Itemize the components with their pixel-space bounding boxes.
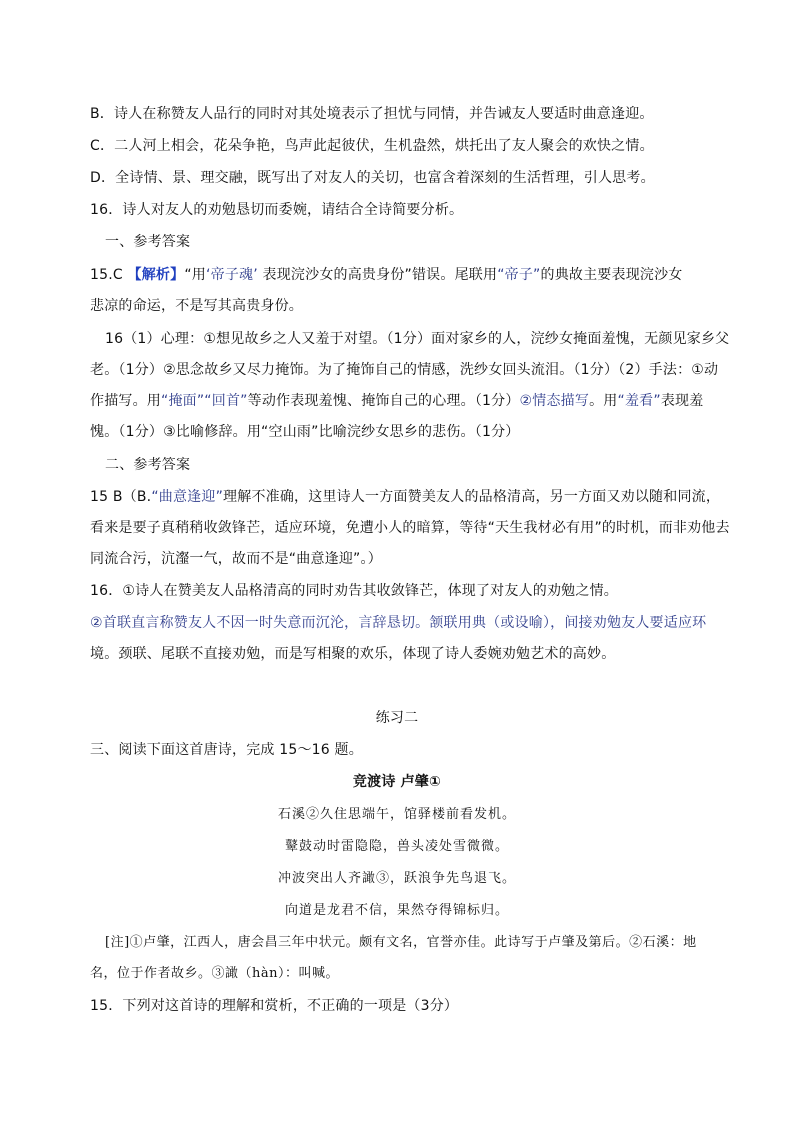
question-16: 16．诗人对友人的劝勉恳切而委婉，请结合全诗简要分析。	[90, 202, 464, 218]
answer-b16-line-3: 境。颈联、尾联不直接劝勉，而是写相聚的欢乐，体现了诗人委婉劝勉艺术的高妙。	[90, 646, 616, 662]
answer-b15-text-a: 15 B（B.	[90, 489, 152, 505]
practice-2-title: 练习二	[375, 710, 419, 726]
answer-16-line-1: 16（1）心理：①想见故乡之人又羞于对望。（1分）面对家乡的人，浣纱女掩面羞愧，无颜见家乡父	[105, 331, 730, 347]
answer-16-text-a: 作描写。用	[90, 393, 161, 409]
poem-line-3: 冲波突出人齐譀③，跃浪争先鸟退飞。	[277, 871, 516, 886]
question-15: 15．下列对这首诗的理解和赏析，不正确的一项是（3分）	[90, 998, 459, 1014]
answer-b15-line-3: 同流合污，沆瀣一气，故而不是“曲意逢迎”。）	[90, 551, 382, 567]
answer-16-line-4: 愧。（1分）③比喻修辞。用“空山雨”比喻浣纱女思乡的悲伤。（1分）	[90, 424, 520, 440]
answer-15-line-1	[90, 266, 683, 284]
poem-line-4: 向道是龙君不信，果然夺得锦标归。	[284, 903, 509, 918]
answer-b15-text-b: 理解不准确，这里诗人一方面赞美友人的品格清高，另一方面又劝以随和同流，	[223, 489, 721, 505]
answer-16-text-c: 。用	[589, 393, 618, 409]
answer-15-text-3: 的典故主要表现浣沙女	[540, 267, 683, 283]
poem-title: 竞渡诗 卢肇①	[352, 774, 442, 790]
section-1-heading: 一、参考答案	[105, 234, 191, 250]
answer-15-highlight-2: “帝子”	[497, 267, 541, 283]
note-line-2: 名，位于作者故乡。③譀（hàn）：叫喊。	[90, 966, 339, 981]
option-d: D．全诗情、景、理交融，既写出了对友人的关切，也富含着深刻的生活哲理，引人思考。	[90, 170, 655, 186]
section-3-heading: 三、阅读下面这首唐诗，完成 15～16 题。	[90, 742, 363, 758]
note-line-1: [注]①卢肇，江西人，唐会昌三年中状元。颇有文名，官誉亦佳。此诗写于卢肇及第后。②石溪：地	[105, 935, 697, 950]
answer-15-line-2: 悲凉的命运，不是写其高贵身份。	[90, 298, 303, 314]
answer-15-highlight-1: ‘帝子魂’	[205, 267, 258, 283]
answer-b15-line-1	[90, 488, 720, 506]
answer-16-highlight-3: “羞看”	[617, 393, 661, 409]
answer-15-text-1: “用	[184, 267, 206, 283]
poem-line-2: 鼙鼓动时雷隐隐，兽头凌处雪微微。	[284, 839, 509, 854]
answer-b16-line-1: 16．①诗人在赞美友人品格清高的同时劝告其收敛锋芒，体现了对友人的劝勉之情。	[90, 583, 618, 599]
answer-16-line-3	[90, 392, 703, 410]
answer-16-line-2: 老。（1分）②思念故乡又尽力掩饰。为了掩饰自己的情感，洗纱女回头流泪。（1分）（2）手法：①动	[90, 362, 719, 378]
answer-15-text-2: 表现浣沙女的高贵身份”错误。尾联用	[262, 267, 498, 283]
poem-line-1: 石溪②久住思端午，馆驿楼前看发机。	[277, 807, 516, 822]
answer-16-highlight-2: ②情态描写	[519, 393, 590, 409]
answer-b15-line-2: 看来是要子真稍稍收敛锋芒，适应环境，免遭小人的暗算，等待“天生我材必有用”的时机，而非劝他去	[90, 520, 730, 536]
answer-16-text-b: 等动作表现羞愧、掩饰自己的心理。（1分）	[247, 393, 520, 409]
option-c: C．二人河上相会，花朵争艳，鸟声此起彼伏，生机盎然，烘托出了友人聚会的欢快之情。	[90, 138, 654, 154]
answer-b16-line-2: ②首联直言称赞友人不因一时失意而沉沦，言辞恳切。颔联用典（或设喻），间接劝勉友人要适应环	[90, 615, 707, 631]
analysis-label: 【解析】	[127, 267, 185, 283]
section-2-heading: 二、参考答案	[105, 457, 191, 473]
answer-15-number: 15.C	[90, 267, 123, 283]
option-b: B．诗人在称赞友人品行的同时对其处境表示了担忧与同情，并告诫友人要适时曲意逢迎。	[90, 106, 654, 122]
answer-16-text-d: 表现羞	[660, 393, 704, 409]
answer-b15-highlight: “曲意逢迎”	[151, 489, 224, 505]
answer-16-highlight-1: “掩面”“回首”	[161, 393, 248, 409]
